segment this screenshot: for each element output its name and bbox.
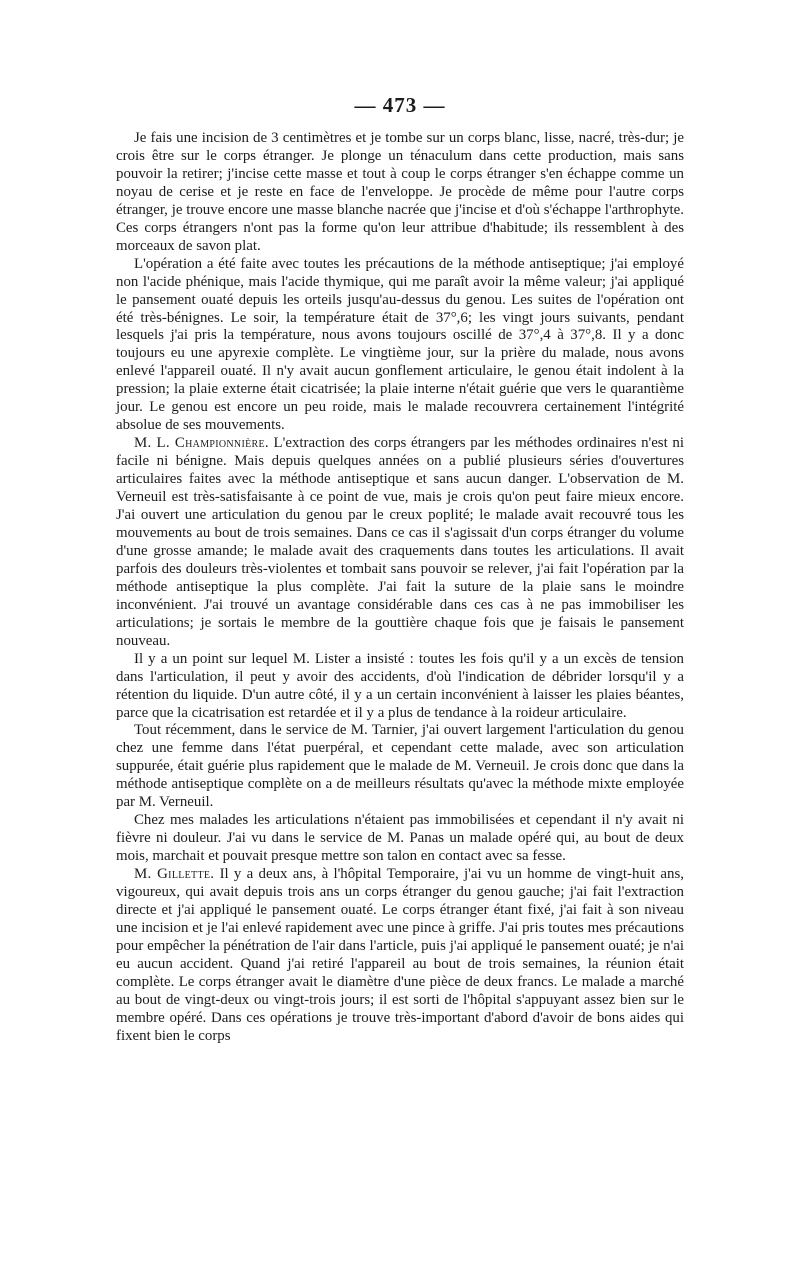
paragraph-5: Tout récemment, dans le service de M. Tarnier, j'ai ouvert largement l'articulation du genou chez une femme dans l'état puerpéral, et cependant cette malade, avec son articulation suppurée, était guérie plus rapidement que le malade de M. Verneuil. Je crois donc que dans la méthode antiseptique complète on a de meilleurs résultats qu'avec la méthode mixte employée par M. Verneuil.	[116, 722, 684, 811]
paragraph-7	[116, 866, 684, 1046]
page-body	[116, 130, 684, 1046]
book-page	[116, 92, 684, 1046]
speaker-name: M. Gillette.	[134, 866, 215, 883]
paragraph-7-text: Il y a deux ans, à l'hôpital Temporaire, j'ai vu un homme de vingt-huit ans, vigoureux, qui avait depuis trois ans un corps étranger du genou gauche; j'ai fait l'extraction directe et j'ai appliqué le pansement ouaté. Le corps étranger étant fixé, j'ai fait à son niveau une incision et je l'ai enlevé rapidement avec une pince à griffe. J'ai pris toutes mes précautions pour empêcher la pénétration de l'air dans l'article, puis j'ai appliqué le pansement ouaté; je n'ai eu aucun accident. Quand j'ai retiré l'appareil au bout de trois semaines, la réunion était complète. Le corps étranger avait le diamètre d'une pièce de deux francs. Le malade a marché au bout de vingt-deux ou vingt-trois jours; il est sorti de l'hôpital s'appuyant assez bien sur le membre opéré. Dans ces opérations je trouve très-important d'abord d'avoir de bons aides qui fixent bien le corps	[116, 866, 684, 1044]
paragraph-3-text: L'extraction des corps étrangers par les méthodes ordinaires n'est ni facile ni bénigne. Mais depuis quelques années on a publié plusieurs séries d'ouvertures articulaires faites avec la méthode antiseptique et sans aucun danger. L'observation de M. Verneuil est très-satisfaisante à ce point de vue, mais je crois qu'on peut faire mieux encore. J'ai ouvert une articulation du genou par le creux poplité; le malade avait recouvré tous les mouvements au bout de trois semaines. Dans ce cas il s'agissait d'un corps étranger du volume d'une grosse amande; le malade avait des craquements dans toutes les articulations. Il avait parfois des douleurs très-violentes et tombait sans pouvoir se relever, j'ai fait l'opération par la méthode antiseptique la plus complète. J'ai fait la suture de la plaie sans le moindre inconvénient. J'ai trouvé un avantage considérable dans ces cas à ne pas immobiliser les articulations; je sortais le membre de la gouttière chaque fois que je faisais le pansement nouveau.	[116, 435, 684, 649]
paragraph-4: Il y a un point sur lequel M. Lister a insisté : toutes les fois qu'il y a un excès de tension dans l'articulation, il peut y avoir des accidents, d'où l'indication de débrider lorsqu'il y a rétention du liquide. D'un autre côté, il y a un certain inconvénient à laisser les plaies béantes, parce que la cicatrisation est retardée et il y a plus de tendance à la roideur articulaire.	[116, 650, 684, 721]
paragraph-1: Je fais une incision de 3 centimètres et je tombe sur un corps blanc, lisse, nacré, très-dur; je crois être sur le corps étranger. Je plonge un ténaculum dans cette production, mais sans pouvoir la retirer; j'incise cette masse et tout à coup le corps étranger s'en échappe comme un noyau de cerise et je reste en face de l'enveloppe. Je procède de même pour l'autre corps étranger, je trouve encore une masse blanche nacrée que j'incise et d'où s'échappe l'arthrophyte. Ces corps étrangers n'ont pas la forme qu'on leur attribue d'habitude; ils ressemblent à des morceaux de savon plat.	[116, 130, 684, 254]
speaker-name: M. L. Championnière.	[134, 435, 269, 452]
paragraph-3	[116, 435, 684, 650]
paragraph-6: Chez mes malades les articulations n'étaient pas immobilisées et cependant il n'y avait ni fièvre ni douleur. J'ai vu dans le service de M. Panas un malade opéré qui, au bout de deux mois, marchait et pouvait presque mettre son talon en contact avec sa fesse.	[116, 812, 684, 865]
paragraph-2: L'opération a été faite avec toutes les précautions de la méthode antiseptique; j'ai employé non l'acide phénique, mais l'acide thymique, qui me paraît avoir la même valeur; j'ai appliqué le pansement ouaté depuis les orteils jusqu'au-dessus du genou. Les suites de l'opération ont été très-bénignes. Le soir, la température était de 37°,6; les vingt jours suivants, pendant lesquels j'ai pris la température, nous avons toujours oscillé de 37°,4 à 37°,8. Il y a donc toujours eu une apyrexie complète. Le vingtième jour, sur la prière du malade, nous avons enlevé l'appareil ouaté. Il n'y avait aucun gonflement articulaire, le genou était indolent à la pression; la plaie externe était cicatrisée; la plaie interne n'était guérie que vers le quarantième jour. Le genou est encore un peu roide, mais le malade recouvrera certainement l'intégrité absolue de ses mouvements.	[116, 255, 684, 434]
page-number: — 473 —	[354, 93, 446, 117]
